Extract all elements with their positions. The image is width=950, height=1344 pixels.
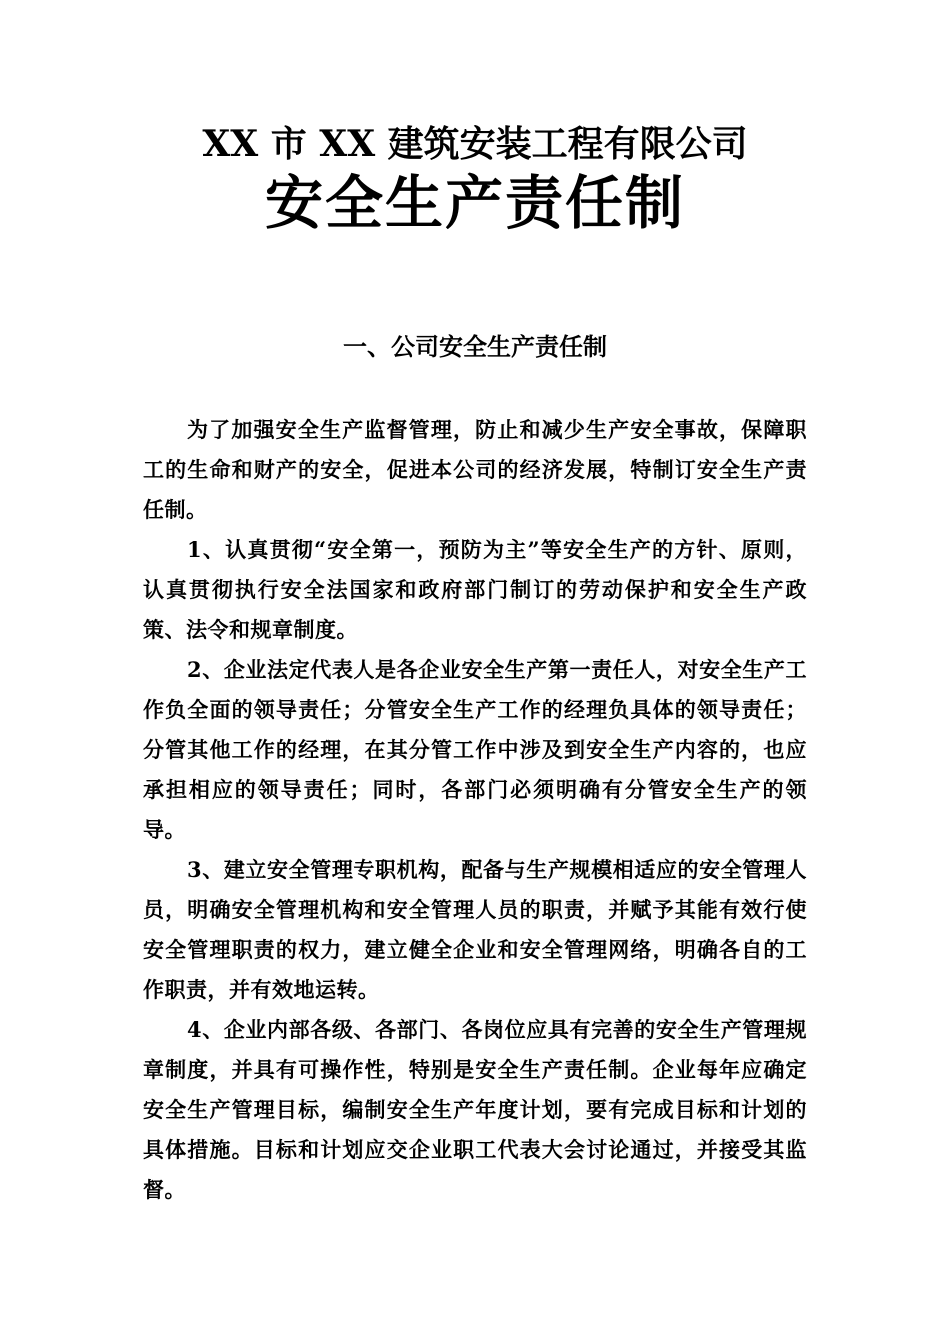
paragraph-item-2: 2、企业法定代表人是各企业安全生产第一责任人，对安全生产工作负全面的领导责任；分管安全生产工作的经理负具体的领导责任；分管其他工作的经理，在其分管工作中涉及到安全生产内容的，也应承担相应的领导责任；同时，各部门必须明确有分管安全生产的领导。 [143, 657, 807, 842]
document-title: 安全生产责任制 [264, 169, 685, 237]
paragraph-item-3: 3、建立安全管理专职机构，配备与生产规模相适应的安全管理人员，明确安全管理机构和安全管理人员的职责，并赋予其能有效行使安全管理职责的权力，建立健全企业和安全管理网络，明确各自的工作职责，并有效地运转。 [143, 857, 807, 1002]
paragraph-intro: 为了加强安全生产监督管理，防止和减少生产安全事故，保障职工的生命和财产的安全，促进本公司的经济发展，特制订安全生产责任制。 [143, 417, 807, 522]
paragraph-item-1: 1、认真贯彻“安全第一，预防为主”等安全生产的方针、原则，认真贯彻执行安全法国家和政府部门制订的劳动保护和安全生产政策、法令和规章制度。 [143, 537, 807, 642]
company-name: XX 市 XX 建筑安装工程有限公司 [202, 123, 748, 165]
section-heading: 一、公司安全生产责任制 [343, 332, 607, 361]
paragraph-item-4: 4、企业内部各级、各部门、各岗位应具有完善的安全生产管理规章制度，并具有可操作性，特别是安全生产责任制。企业每年应确定安全生产管理目标，编制安全生产年度计划，要有完成目标和计划的具体措施。目标和计划应交企业职工代表大会讨论通过，并接受其监督。 [143, 1017, 807, 1202]
body-text [143, 410, 807, 1210]
